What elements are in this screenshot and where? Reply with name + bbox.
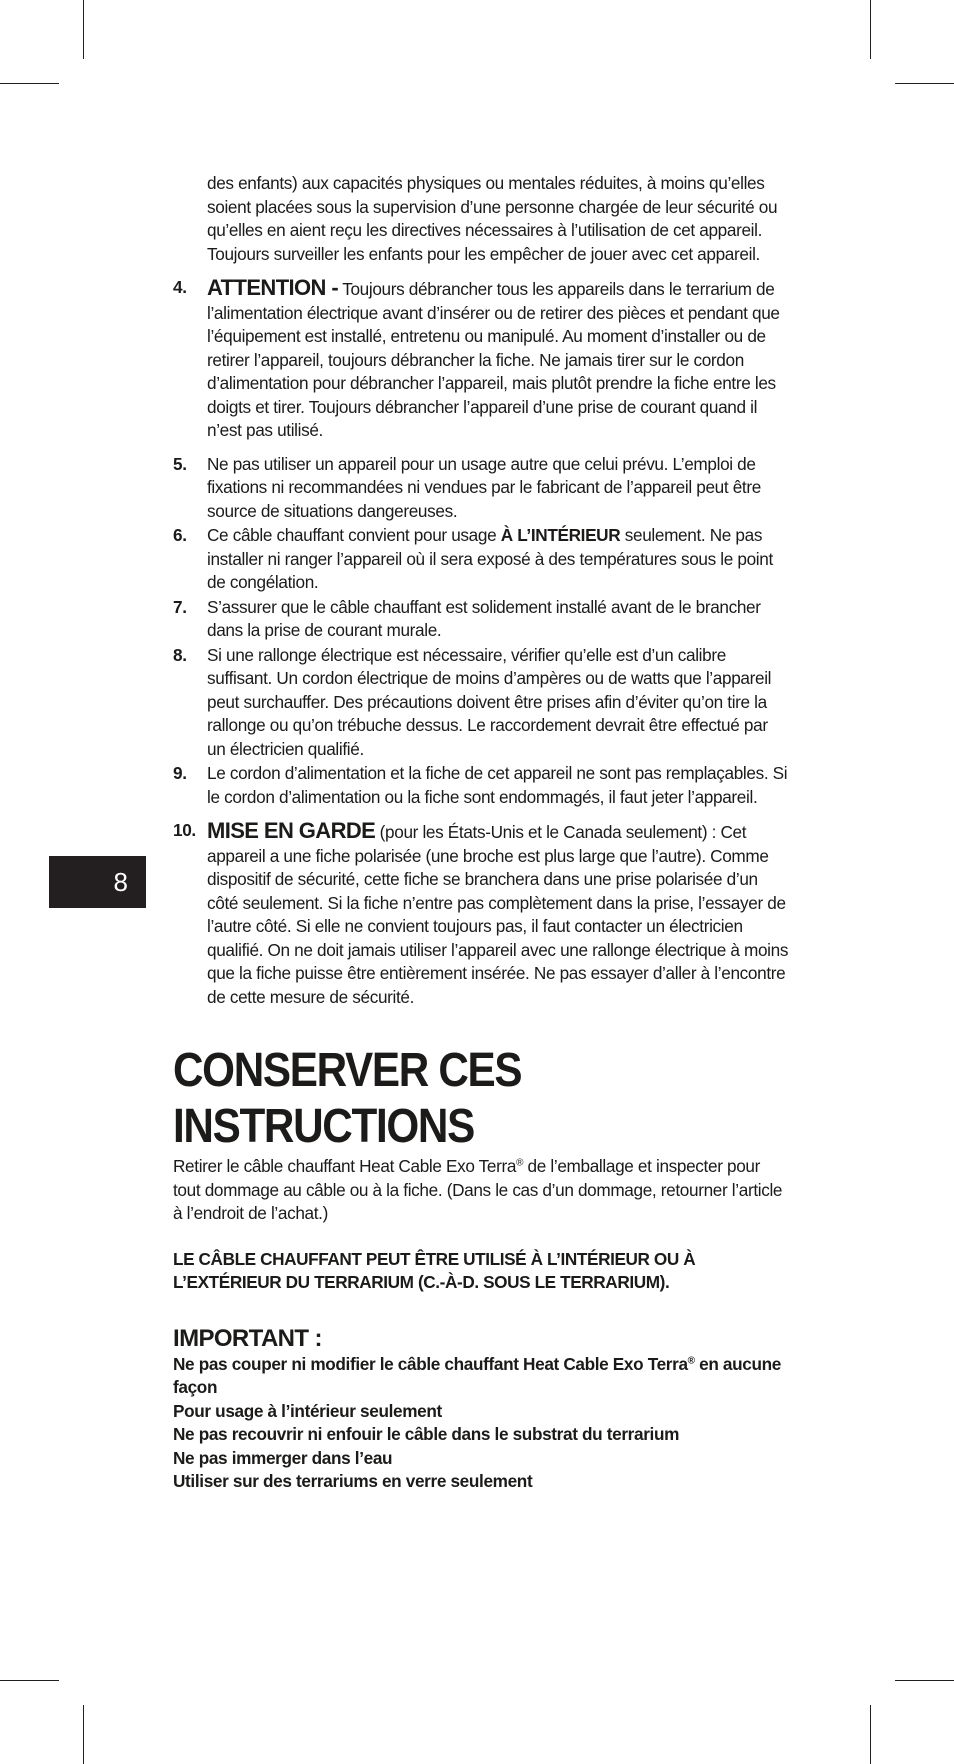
important-list	[173, 1353, 789, 1494]
important-item: Pour usage à l’intérieur seulement	[173, 1400, 442, 1421]
usage-warning: LE CÂBLE CHAUFFANT PEUT ÊTRE UTILISÉ À L’INTÉRIEUR OU À L’EXTÉRIEUR DU TERRARIUM (C.-À-D. SOUS LE TERRARIUM).	[173, 1248, 696, 1292]
item-text: Si une rallonge électrique est nécessaire, vérifier qu’elle est d’un calibre suffisant. Un cordon électrique de moins d’ampères ou de watts que l’appareil peut surchauffer. Des précautions doivent être prises afin d’éviter qu’on tire la rallonge ou qu’on trébuche dessus. Le raccordement devrait être effectué par un électricien qualifié.	[207, 644, 772, 759]
item-number: 10.	[173, 820, 196, 840]
crop-mark-bottom-right	[870, 1705, 871, 1764]
page-content	[173, 172, 789, 1494]
crop-mark-top-left-h	[0, 83, 59, 84]
crop-mark-top-right	[870, 0, 871, 59]
item-text: Toujours débrancher tous les appareils dans le terrarium de l’alimentation électrique avant d’insérer ou de retirer des pièces et pendant que l’équipement est installé, entretenu ou manipulé. Au moment d’installer ou de retirer l’appareil, toujours débrancher la fiche. Ne jamais tirer sur le cordon d’alimentation pour débrancher l’appareil, mais plutôt prendre la fiche entre les doigts et tirer. Toujours débrancher l’appareil d’une prise de courant quand il n’est pas utilisé.	[207, 279, 780, 440]
list-item	[173, 276, 789, 443]
item-text: S’assurer que le câble chauffant est solidement installé avant de le brancher dans la prise de courant murale.	[207, 596, 761, 640]
page-number-tab	[49, 856, 146, 908]
crop-mark-top-left	[83, 0, 84, 59]
item-number: 4.	[173, 277, 187, 297]
crop-mark-bottom-right-h	[895, 1680, 954, 1681]
item-lead: MISE EN GARDE	[207, 818, 376, 843]
intro-text: Retirer le câble chauffant Heat Cable Exo Terra	[173, 1156, 517, 1176]
important-heading: IMPORTANT :	[173, 1324, 322, 1352]
crop-mark-top-right-h	[895, 83, 954, 84]
list-item	[173, 819, 789, 1009]
item-text: Le cordon d’alimentation et la fiche de cet appareil ne sont pas remplaçables. Si le cordon d’alimentation ou la fiche sont endommagés, il faut jeter l’appareil.	[207, 763, 788, 807]
important-item: Ne pas immerger dans l’eau	[173, 1447, 393, 1468]
section-title: CONSERVER CES INSTRUCTIONS	[173, 1044, 522, 1153]
crop-mark-bottom-left	[83, 1705, 84, 1764]
page-number: 8	[113, 866, 128, 897]
list-item	[173, 453, 789, 524]
list-item	[173, 596, 789, 643]
item-number: 9.	[173, 763, 187, 783]
item-number: 6.	[173, 525, 187, 545]
continued-paragraph: des enfants) aux capacités physiques ou mentales réduites, à moins qu’elles soient placées sous la supervision d’une personne chargée de leur sécurité ou qu’elles en aient reçu les directives nécessaires à l’utilisation de cet appareil. Toujours surveiller les enfants pour les empêcher de jouer avec cet appareil.	[207, 173, 778, 264]
important-text: Ne pas couper ni modifier le câble chauffant Heat Cable Exo Terra	[173, 1353, 688, 1374]
item-text: (pour les États-Unis et le Canada seulement) : Cet appareil a une fiche polarisée (une broche est plus large que l’autre). Comme dispositif de sécurité, cette fiche se branchera dans une prise polarisée d’un côté seulement. Si la fiche n’entre pas complètement dans la prise, l’essayer de l’autre côté. Si elle ne convient toujours pas, il faut contacter un électricien qualifié. On ne doit jamais utiliser l’appareil avec une rallonge électrique à moins que la fiche puisse être entièrement insérée. Ne pas essayer d’aller à l’encontre de cette mesure de sécurité.	[207, 822, 789, 1007]
item-lead: ATTENTION -	[207, 275, 339, 300]
list-item	[173, 524, 789, 595]
item-text-after: seulement. Ne pas installer ni ranger l’appareil où il sera exposé à des températures sous le point de congélation.	[207, 525, 773, 592]
registered-mark: ®	[516, 1157, 524, 1169]
item-number: 8.	[173, 644, 187, 665]
item-bold-text: À L’INTÉRIEUR	[500, 525, 621, 545]
safety-list	[173, 276, 789, 1009]
list-item	[173, 644, 789, 762]
important-text-after: en aucune façon	[173, 1353, 781, 1397]
intro-text-after: de l’emballage et inspecter pour tout dommage au câble ou à la fiche. (Dans le cas d’un dommage, retourner l’article à l’endroit de l’achat.)	[173, 1156, 783, 1223]
intro-paragraph	[173, 1155, 789, 1226]
important-item: Utiliser sur des terrariums en verre seulement	[173, 1471, 533, 1491]
important-item: Ne pas recouvrir ni enfouir le câble dans le substrat du terrarium	[173, 1424, 680, 1444]
important-item	[173, 1353, 789, 1400]
item-text: Ne pas utiliser un appareil pour un usage autre que celui prévu. L’emploi de fixations ni recommandées ni vendues par le fabricant de l’appareil peut être source de situations dangereuses.	[207, 453, 761, 521]
registered-mark: ®	[687, 1354, 695, 1366]
item-text: Ce câble chauffant convient pour usage	[207, 525, 501, 545]
item-number: 5.	[173, 453, 187, 474]
list-item	[173, 762, 789, 809]
item-number: 7.	[173, 596, 187, 617]
crop-mark-bottom-left-h	[0, 1680, 59, 1681]
